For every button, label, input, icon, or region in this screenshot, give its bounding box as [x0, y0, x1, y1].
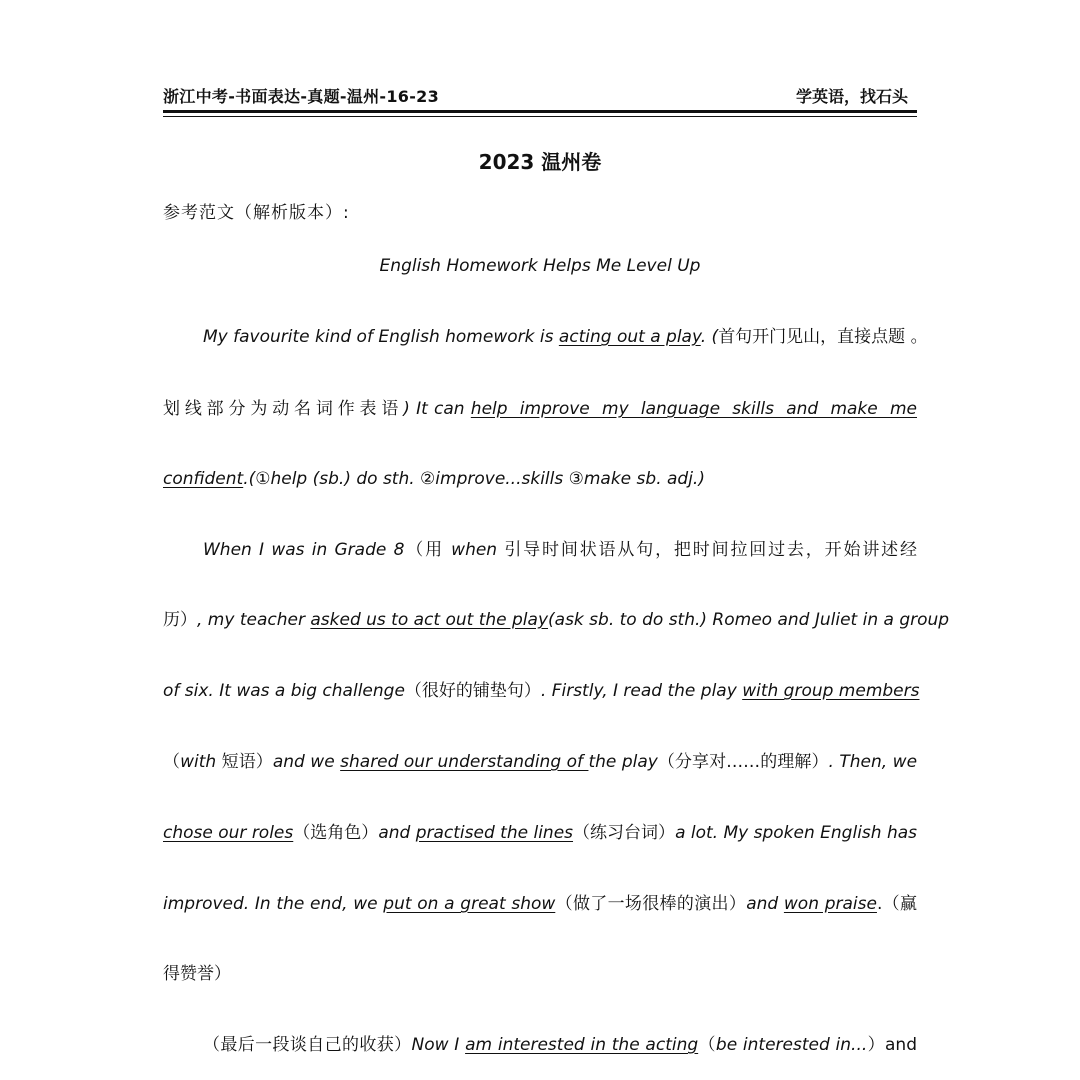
annotation-text: （最后一段谈自己的收获） [203, 1035, 412, 1055]
essay-text: the play [588, 752, 658, 772]
essay-text: , my teacher [197, 610, 311, 630]
annotation-text: 历） [163, 610, 197, 630]
essay-text: a lot. My spoken English has [675, 823, 918, 843]
essay-text: of six. It was a big challenge [163, 681, 405, 701]
annotation-text: （ [163, 752, 181, 772]
essay-title: English Homework Helps Me Level Up [379, 256, 701, 276]
annotation-text: （分享对……的理解） [657, 752, 829, 772]
essay-line [163, 750, 917, 774]
essay-line [163, 679, 920, 703]
essay-text: . ( [700, 327, 719, 347]
underlined-phrase: won praise [783, 894, 877, 914]
essay-text: and we [272, 752, 341, 772]
underlined-phrase: acting out a play [558, 327, 701, 347]
annotation-text: 引导时间状语从句，把时间拉回过去，开始讲述经 [497, 540, 918, 560]
essay-line [163, 608, 950, 632]
annotation-text: ）and [867, 1035, 917, 1055]
page-title: 2023 温州卷 [478, 150, 602, 174]
essay-line [163, 538, 917, 562]
annotation-text: with [180, 752, 217, 772]
header-divider-thick [163, 110, 917, 113]
header-slogan: 学英语，找石头 [795, 87, 908, 106]
underlined-phrase: am interested in the acting [465, 1035, 699, 1055]
essay-text: and [746, 894, 784, 914]
essay-text: My favourite kind of English homework is [203, 327, 559, 347]
annotation-text: .（赢 [876, 894, 918, 914]
underlined-phrase: confident [163, 469, 244, 489]
underlined-phrase: put on a great show [383, 894, 556, 914]
underlined-phrase: help improve my language skills and make me [470, 399, 917, 419]
essay-line [163, 962, 917, 986]
section-label: 参考范文（解析版本）: [163, 203, 350, 223]
annotation-text: （ [698, 1035, 716, 1055]
essay-line [163, 397, 917, 421]
annotation-text: 短语） [216, 752, 273, 772]
essay-text: . Firstly, I read the play [540, 681, 743, 701]
annotation-text: .(①help (sb.) do sth. ②improve...skills ③make sb. adj.) [243, 469, 705, 489]
annotation-text: 首句开门见山，直接点题 。 [718, 327, 928, 347]
header-series-title: 浙江中考-书面表达-真题-温州-16-23 [163, 87, 440, 106]
header-divider-thin [163, 116, 917, 117]
essay-text: When I was in Grade 8 [203, 540, 405, 560]
underlined-phrase: practised the lines [415, 823, 574, 843]
annotation-text: （练习台词） [573, 823, 676, 843]
essay-text: and [378, 823, 416, 843]
essay-line [163, 325, 928, 349]
annotation-text: when [451, 540, 498, 560]
essay-text: improved. In the end, we [163, 894, 384, 914]
essay-line [163, 892, 917, 916]
underlined-phrase: chose our roles [163, 823, 294, 843]
annotation-text: （做了一场很棒的演出） [555, 894, 747, 914]
underlined-phrase: asked us to act out the play [310, 610, 549, 630]
underlined-phrase: with group members [742, 681, 920, 701]
essay-text: (ask sb. to do sth.) Romeo and Juliet in a group [548, 610, 950, 630]
essay-text: ) It can [403, 399, 471, 419]
annotation-text: （用 [404, 540, 452, 560]
annotation-text: （选角色） [293, 823, 379, 843]
annotation-text: be interested in... [715, 1035, 868, 1055]
annotation-text: 得赞誉） [163, 964, 231, 984]
essay-line [163, 1033, 917, 1057]
essay-text: Now I [411, 1035, 466, 1055]
annotation-text: 划线部分为动名词作表语 [163, 399, 404, 419]
underlined-phrase: shared our understanding of [340, 752, 589, 772]
essay-text: . Then, we [828, 752, 918, 772]
essay-line [163, 821, 917, 845]
essay-line [163, 467, 917, 491]
annotation-text: （很好的铺垫句） [404, 681, 541, 701]
